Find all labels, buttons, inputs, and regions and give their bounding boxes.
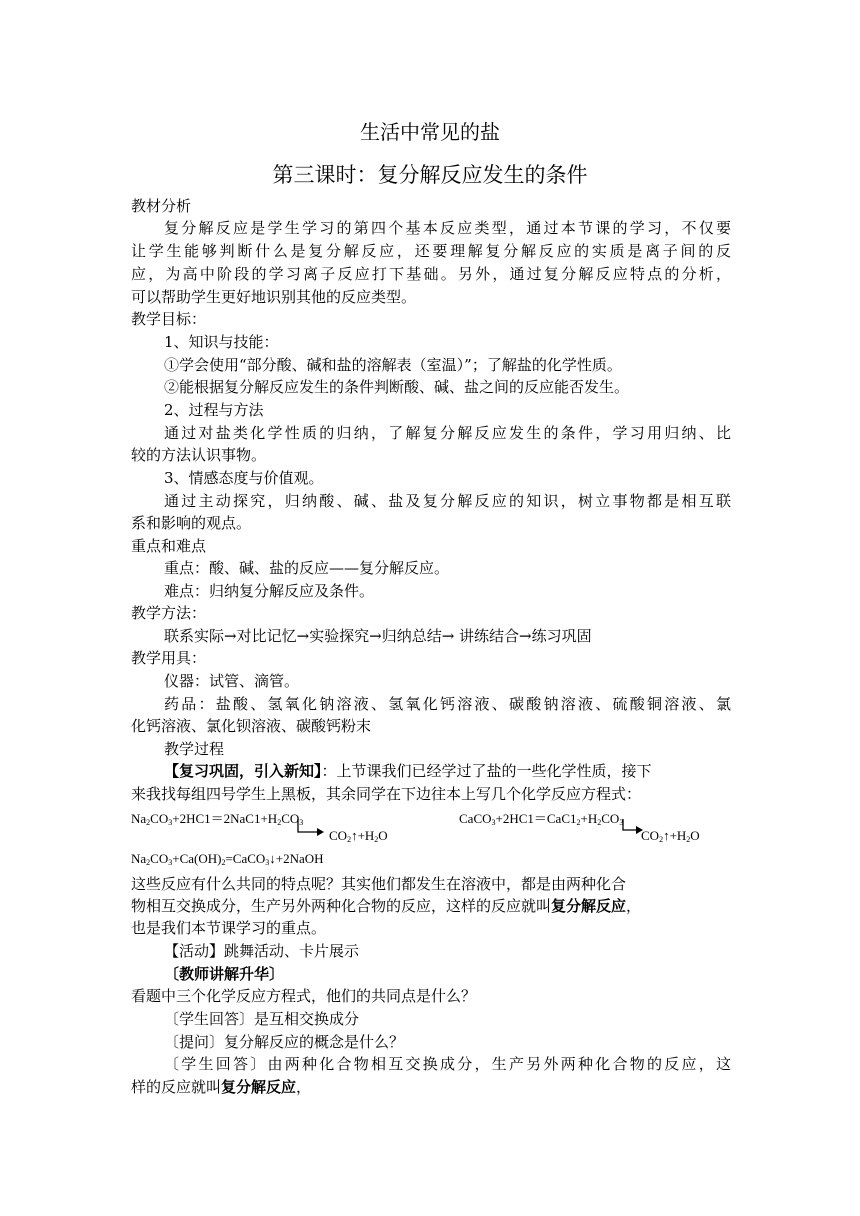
goals-heading: 教学目标： bbox=[131, 310, 207, 328]
decompose-arrow-1-icon bbox=[295, 818, 325, 840]
review-line-2: 来我找每组四号学生上黑板，其余同学在下边往本上写几个化学反应方程式： bbox=[131, 785, 642, 803]
analysis-line-2: 让学生能够判断什么是复分解反应，还要理解复分解反应的实质是离子间的反 bbox=[131, 242, 731, 260]
review-line-1 bbox=[164, 760, 731, 783]
analysis-line-3: 应，为高中阶段的学习离子反应打下基础。另外，通过复分解反应特点的分析， bbox=[131, 265, 731, 283]
difficult-point: 难点：归纳复分解反应及条件。 bbox=[164, 582, 375, 600]
analysis-line-1: 复分解反应是学生学习的第四个基本反应类型，通过本节课的学习，不仅要 bbox=[164, 219, 731, 237]
student-answer-2-post: ， bbox=[296, 1078, 312, 1096]
student-answer-2-pre: 样的反应就叫 bbox=[131, 1078, 222, 1096]
tools-heading: 教学用具： bbox=[131, 649, 207, 667]
student-answer-1: 〔学生回答〕是互相交换成分 bbox=[164, 1010, 360, 1028]
goal-1-a: ①学会使用“部分酸、碱和盐的溶解表（室温）”；了解盐的化学性质。 bbox=[164, 356, 622, 374]
key-point: 重点：酸、碱、盐的反应——复分解反应。 bbox=[164, 559, 450, 577]
question-line-1: 这些反应有什么共同的特点呢？其实他们都发生在溶液中，都是由两种化合 bbox=[131, 875, 627, 893]
goal-3-line-1: 通过主动探究，归纳酸、碱、盐及复分解反应的知识，树立事物都是相互联 bbox=[164, 492, 731, 510]
equation-1: $Na_2CO_3+2HC1=2NaC1+H_2CO_3$ bbox=[131, 811, 304, 827]
equation-2: $CaCO_3+2HC1=CaC1_2+H_2CO_3$ bbox=[459, 811, 624, 827]
equation-2-products: $CO_2↑+H_2O$ bbox=[641, 828, 700, 844]
question-line-3: 也是我们本节课学习的重点。 bbox=[131, 919, 327, 937]
activity-line: 【活动】跳舞活动、卡片展示 bbox=[164, 942, 360, 960]
review-line-1-rest: ：上节课我们已经学过了盐的一些化学性质，接下 bbox=[321, 762, 652, 780]
review-bracket: 【复习巩固，引入新知】 bbox=[164, 762, 322, 780]
question-bold-term: 复分解反应 bbox=[551, 897, 627, 915]
reagents-line-2: 化钙溶液、氯化钡溶液、碳酸钙粉末 bbox=[131, 717, 372, 735]
goal-2: 2、过程与方法 bbox=[164, 401, 264, 419]
key-heading: 重点和难点 bbox=[131, 537, 207, 555]
equation-1-products: $CO_2↑+H_2O$ bbox=[329, 828, 388, 844]
student-answer-2-line-2 bbox=[131, 1076, 311, 1099]
goal-2-line-2: 较的方法认识事物。 bbox=[131, 446, 267, 464]
goal-2-line-1: 通过对盐类化学性质的归纳，了解复分解反应发生的条件，学习用归纳、比 bbox=[164, 424, 731, 442]
equation-3: $Na_2CO_3+Ca(OH)_2=CaCO_3↓+2NaOH$ bbox=[131, 851, 324, 867]
reagents-line-1: 药品：盐酸、氢氧化钠溶液、氢氧化钙溶液、碳酸钠溶液、硫酸铜溶液、氯 bbox=[164, 695, 731, 713]
goal-3: 3、情感态度与价值观。 bbox=[164, 469, 324, 487]
process-heading: 教学过程 bbox=[164, 740, 225, 758]
document-title: 生活中常见的盐 bbox=[360, 120, 500, 144]
analysis-line-4: 可以帮助学生更好地识别其他的反应类型。 bbox=[131, 288, 417, 306]
ask-line: 看题中三个化学反应方程式，他们的共同点是什么？ bbox=[131, 987, 477, 1005]
instruments: 仪器：试管、滴管。 bbox=[164, 672, 300, 690]
goal-3-line-2: 系和影响的观点。 bbox=[131, 514, 252, 532]
question-line-2-pre: 物相互交换成分，生产另外两种化合物的反应，这样的反应就叫 bbox=[131, 897, 552, 915]
question-line-2-post: ， bbox=[626, 897, 642, 915]
goal-1: 1、知识与技能： bbox=[164, 333, 279, 351]
goal-1-b: ②能根据复分解反应发生的条件判断酸、碱、盐之间的反应能否发生。 bbox=[164, 378, 630, 396]
teacher-heading: 〔教师讲解升华〕 bbox=[164, 965, 285, 983]
student-answer-2-bold: 复分解反应 bbox=[221, 1078, 297, 1096]
student-answer-2-line-1: 〔学生回答〕由两种化合物相互交换成分，生产另外两种化合物的反应，这 bbox=[164, 1055, 731, 1073]
analysis-heading: 教材分析 bbox=[131, 197, 192, 215]
methods-heading: 教学方法： bbox=[131, 604, 207, 622]
methods-line: 联系实际→对比记忆→实验探究→归纳总结→ 讲练结合→练习巩固 bbox=[164, 627, 592, 645]
teacher-ask: 〔提问〕复分解反应的概念是什么？ bbox=[164, 1033, 405, 1051]
document-subtitle: 第三课时：复分解反应发生的条件 bbox=[272, 163, 588, 187]
question-line-2 bbox=[131, 895, 641, 918]
